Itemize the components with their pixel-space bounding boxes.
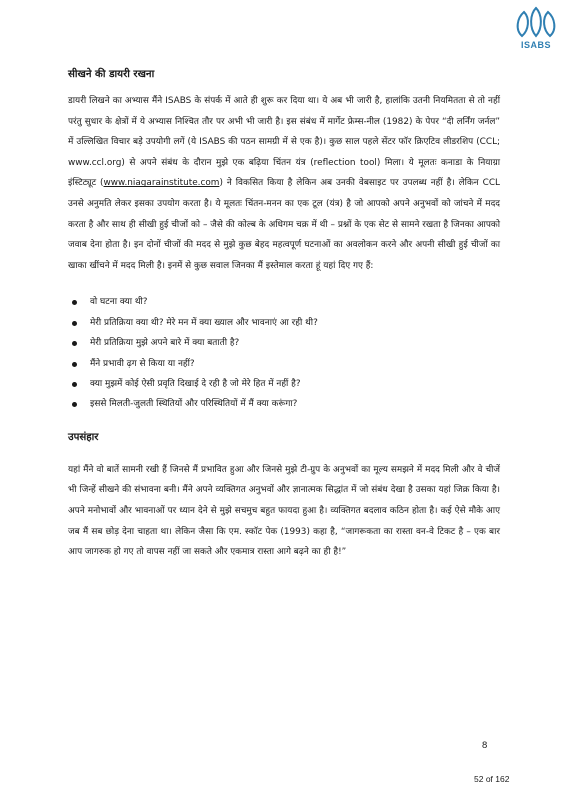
question-text: वो घटना क्या थी? <box>90 297 148 308</box>
bullet-icon <box>72 362 77 367</box>
section-heading-conclusion: उपसंहार <box>68 431 99 443</box>
list-item <box>68 313 500 333</box>
list-item <box>68 374 500 394</box>
question-text: मेरी प्रतिक्रिया मुझे अपने बारे में क्या बताती है? <box>90 338 240 349</box>
diary-paragraph <box>68 91 500 276</box>
list-item <box>68 333 500 353</box>
list-item <box>68 292 500 312</box>
logo-text: ISABS <box>520 40 551 50</box>
question-text: क्या मुझमें कोई ऐसी प्रवृति दिखाई दे रही है जो मेरे हित में नहीं है? <box>90 378 301 389</box>
conclusion-paragraph: यहां मैंने वो बातें सामनी रखी हैं जिनसे मैं प्रभावित हुआ और जिनसे मुझे टी-ग्रुप के अनुभवों का मूल्य समझने में मदद मिली और वे चीजें भी जिन्हें सीखने की संभावना बनी। मैंने अपने व्यक्तिगत अनुभवों और ज्ञानात्मक सिद्धांत में जो संबंध देखा है उसका यहां जिक्र किया है। अपने मनोभावों और भावनाओं पर ध्यान देने से मुझे सचमुच बहुत फायदा हुआ है। व्यक्तिगत बदलाव कठिन होता है। कई ऐसे मौके आए जब मैं सब छोड़ देना चाहता था। लेकिन जैसा कि एम. स्कॉट पेक (1993) कहा है, “जागरूकता का रास्ता वन-वे टिकट है – एक बार आप जागरुक हो गए तो वापस नहीं जा सकते और एकमात्र रास्ता आगे बढ़ने का ही है!” <box>68 464 500 558</box>
question-list <box>68 292 500 414</box>
isabs-leaf-icon <box>512 6 560 40</box>
isabs-logo <box>512 6 560 50</box>
paragraph-text: डायरी लिखने का अभ्यास मैंने ISABS के संपर्क में आते ही शुरू कर दिया था। ये अब भी जारी है, हालांकि उतनी नियमितता से तो नहीं परंतु सुधार के क्षेत्रों में ये अभ्यास निश्चित तौर पर अभी भी जारी है। इस संबंध में मार्गेट फ्रेम्स-नील (1982) के पेपर “दी लर्निंग जर्नल” में उल्लिखित विचार बड़े उपयोगी लगें (ये ISABS की पठन सामग्री में से एक है)। कुछ साल पहले सेंटर फॉर क्रिएटिव लीडरशिप (CCL; www.ccl.org) से अपने संबंध के दौरान मुझे एक बढ़िया चिंतन यंत्र (reflection tool) मिला। ये मूलतः कनाडा के नियाग्रा इंस्टिट्यूट ( <box>68 96 500 189</box>
bullet-icon <box>72 321 77 326</box>
question-text: इससे मिलती-जुलती स्थितियों और परिस्थितियों में मैं क्या करूंगा? <box>90 399 298 410</box>
page-of-indicator: 52 of 162 <box>474 774 510 784</box>
list-item <box>68 354 500 374</box>
bullet-icon <box>72 382 77 387</box>
bullet-icon <box>72 300 77 305</box>
bullet-icon <box>72 341 77 346</box>
bullet-icon <box>72 402 77 407</box>
question-text: मैंने प्रभावी ढ़ग से किया या नहीं? <box>90 358 195 369</box>
page-number: 8 <box>482 740 488 751</box>
paragraph-text: ) ने विकसित किया है लेकिन अब उनकी वेबसाइट पर उपलब्ध नहीं है। लेकिन CCL उनसे अनुमति लेकर इसका उपयोग करता है। ये मूलतः चिंतन-मनन का एक टूल (यंत्र) है जो आपको अपने अनुभवों को जांचने में मदद करता है और साथ ही सीखी हुई चीजों को – जैसे की कोल्ब के अधिगम चक्र में थी – प्रश्नों के एक सेट से सामने रखता है जिनका आपको जवाब देना होता है। इन दोनों चीजों की मदद से मुझे कुछ बेहद महत्वपूर्ण घटनाओं का अवलोकन करने और अपनी सीखी हुई चीजों का खाका खींचने में मदद मिली है। इनमें से कुछ सवाल जिनका मैं इस्तेमाल करता हूं यहां दिए गए हैं: <box>68 178 500 271</box>
page-content <box>68 60 500 563</box>
niagara-link[interactable]: www.niagarainstitute.com <box>103 178 220 189</box>
question-text: मेरी प्रतिक्रिया क्या थी? मेरे मन में क्या ख्याल और भावनाएं आ रही थी? <box>90 317 318 328</box>
list-item <box>68 394 500 414</box>
section-heading-diary: सीखने की डायरी रखना <box>68 69 155 80</box>
